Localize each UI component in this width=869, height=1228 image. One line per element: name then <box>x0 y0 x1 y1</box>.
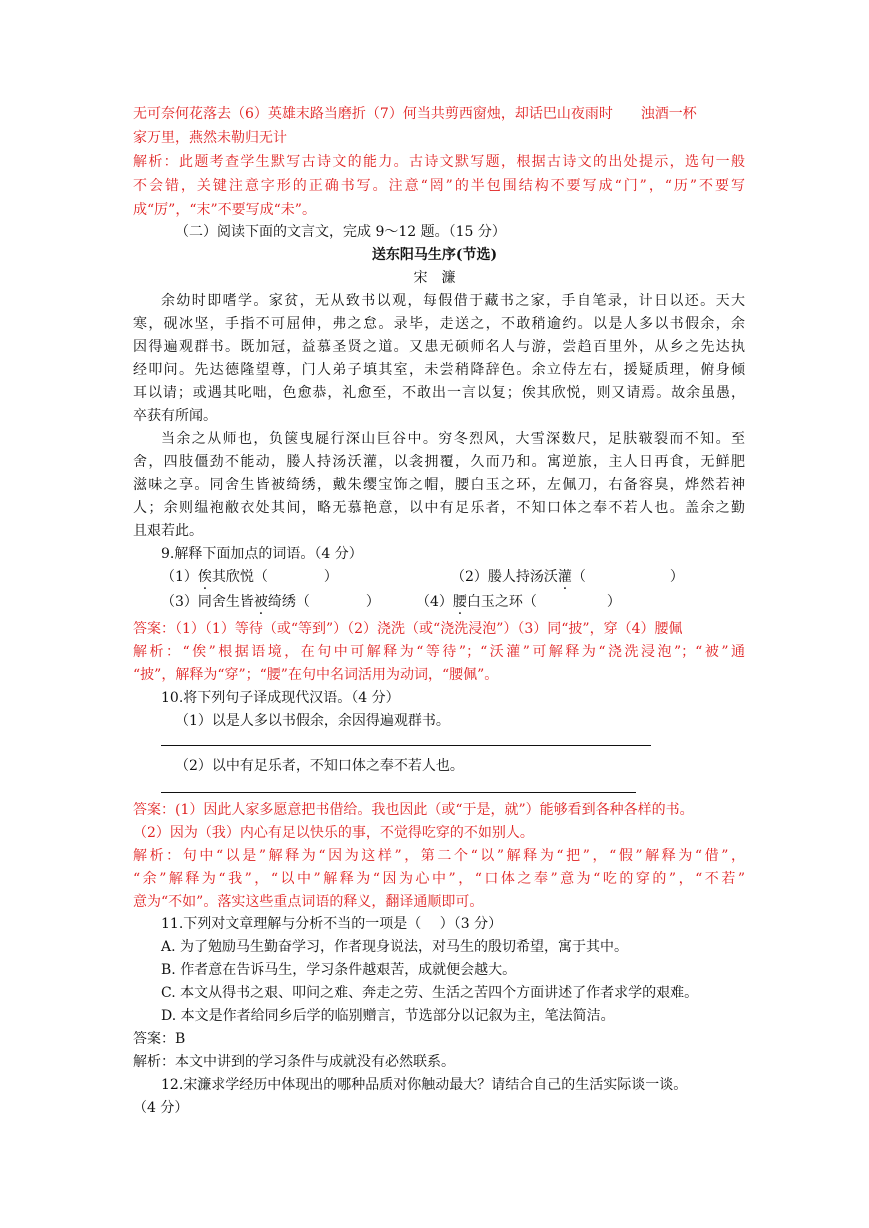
passage-line: 且艰若此。 <box>133 523 203 539</box>
passage-line: 卒获有所闻。 <box>133 408 217 424</box>
passage-line: 余幼时即嗜学。家贫，无从致书以观，每假借于藏书之家，手自笔录，计日以还。天大 <box>161 293 745 309</box>
question-11-option-b: B. 作者意在告诉马生，学习条件越艰苦，成就便会越大。 <box>161 962 517 978</box>
analysis-q9-line: “披”，解释为“穿”；“腰”在句中名词活用为动词，“腰佩”。 <box>133 667 499 683</box>
question-11-stem: 11.下列对文章理解与分析不当的一项是（ ）（3 分） <box>161 916 503 932</box>
passage-line: 人；余则缊袍敝衣处其间，略无慕艳意，以中有足乐者，不知口体之奉不若人也。盖余之勤 <box>133 500 745 516</box>
answer-q11: 答案：B <box>133 1031 186 1047</box>
question-11-option-a: A. 为了勉励马生勤奋学习，作者现身说法，对马生的殷切希望，寓于其中。 <box>161 939 629 955</box>
question-11-option-d: D. 本文是作者给同乡后学的临别赠言，节选部分以记叙为主，笔法简洁。 <box>161 1008 615 1024</box>
question-9-item-3: （3）同舍生皆被绮绣（ ） （4）腰白玉之环（ ） <box>161 590 773 614</box>
passage-author: 宋 濂 <box>413 270 456 286</box>
question-10-sentence-2: （2）以中有足乐者，不知口体之奉不若人也。 <box>175 758 464 774</box>
passage-line: 耳以请；或遇其叱咄，色愈恭，礼愈至，不敢出一言以复；俟其欣悦，则又请焉。故余虽愚， <box>133 385 745 401</box>
question-9-stem: 9.解释下面加点的词语。（4 分） <box>161 546 363 562</box>
analysis-q10-line: “余”解释为“我”，“以中”解释为“因为心中”，“口体之奉”意为“吃的穿的”，“不若” <box>133 871 745 887</box>
emphasis-dot-word: 俟 <box>197 569 212 585</box>
section-intro: （二）阅读下面的文言文，完成 9～12 题。（15 分） <box>175 224 506 240</box>
answer-q8-line: 家万里，燕然未勒归无计 <box>133 130 287 146</box>
passage-line: 舍，四肢僵劲不能动，媵人持汤沃灌，以衾拥覆，久而乃和。寓逆旅，主人日再食，无鲜肥 <box>133 454 745 470</box>
answer-q9: 答案：（1）（1）等待（或“等到”）（2）浇洗（或“浇洗浸泡”）（3）同“披”，穿（4）腰佩 <box>133 621 683 637</box>
passage-line: 因得遍观群书。既加冠，益慕圣贤之道。又患无硕师名人与游，尝趋百里外，从乡之先达执 <box>133 339 745 355</box>
question-10-stem: 10.将下列句子译成现代汉语。（4 分） <box>161 690 400 706</box>
analysis-q8-line: 成“厉”，“末”不要写成“未”。 <box>133 202 316 218</box>
analysis-q10-line: 意为“不如”。落实这些重点词语的释义，翻译通顺即可。 <box>133 894 484 910</box>
question-9-item-4: （4）腰白玉之环（ ） <box>416 594 621 610</box>
question-11-option-c: C. 本文从得书之艰、叩问之难、奔走之劳、生活之苦四个方面讲述了作者求学的艰难。 <box>161 985 699 1001</box>
question-10-sentence-1: （1）以是人多以书假余，余因得遍观群书。 <box>175 713 450 729</box>
analysis-q10-line: 解析：句中“以是”解释为“因为这样”，第二个“以”解释为“把”，“假”解释为“借”， <box>133 848 745 864</box>
question-9-item-1: （1）俟其欣悦（ ） （2）媵人持汤沃灌（ ） <box>161 565 773 589</box>
analysis-q9-line: 解析：“俟”根据语境，在句中可解释为“等待”；“沃灌”可解释为“浇洗浸泡”；“被”通 <box>133 644 745 660</box>
answer-blank-line <box>161 792 636 793</box>
answer-blank-line <box>161 745 651 746</box>
passage-line: 当余之从师也，负箧曳屣行深山巨谷中。穷冬烈风，大雪深数尺，足肤皲裂而不知。至 <box>161 431 745 447</box>
emphasis-dot-word: 灌 <box>557 569 572 585</box>
passage-line: 滋味之享。同舍生皆被绮绣，戴朱缨宝饰之帽，腰白玉之环，左佩刀，右备容臭，烨然若神 <box>133 477 745 493</box>
passage-line: 寒，砚冰坚，手指不可屈伸，弗之怠。录毕，走送之，不敢稍逾约。以是人多以书假余，余 <box>133 316 745 332</box>
passage-line: 经叩问。先达德隆望尊，门人弟子填其室，未尝稍降辞色。余立侍左右，援疑质理，俯身倾 <box>133 362 745 378</box>
answer-q8-line: 无可奈何花落去（6）英雄末路当磨折（7）何当共剪西窗烛，却话巴山夜雨时 浊酒一杯 <box>133 106 697 122</box>
question-9-item-2: （2）媵人持汤沃灌（ ） <box>451 569 684 585</box>
question-12-points: （4 分） <box>133 1100 189 1116</box>
emphasis-dot-word: 被 <box>253 594 268 610</box>
analysis-q11: 解析：本文中讲到的学习条件与成就没有必然联系。 <box>133 1054 455 1070</box>
question-12-stem: 12.宋濂求学经历中体现出的哪种品质对你触动最大？请结合自己的生活实际谈一谈。 <box>161 1077 688 1093</box>
answer-q10-line: 答案：(1）因此人家多愿意把书借给。我也因此（或“于是，就”）能够看到各种各样的书。 <box>133 802 694 818</box>
analysis-q8-line: 不会错，关键注意字形的正确书写。注意“罔”的半包围结构不要写成“门”，“历”不要写 <box>133 178 745 194</box>
answer-q10-line: （2）因为（我）内心有足以快乐的事，不觉得吃穿的不如别人。 <box>133 825 534 841</box>
emphasis-dot-word: 腰 <box>452 594 467 610</box>
passage-title: 送东阳马生序(节选) <box>371 247 498 263</box>
analysis-q8-line: 解析：此题考查学生默写古诗文的能力。古诗文默写题，根据古诗文的出处提示，选句一般 <box>133 154 745 170</box>
